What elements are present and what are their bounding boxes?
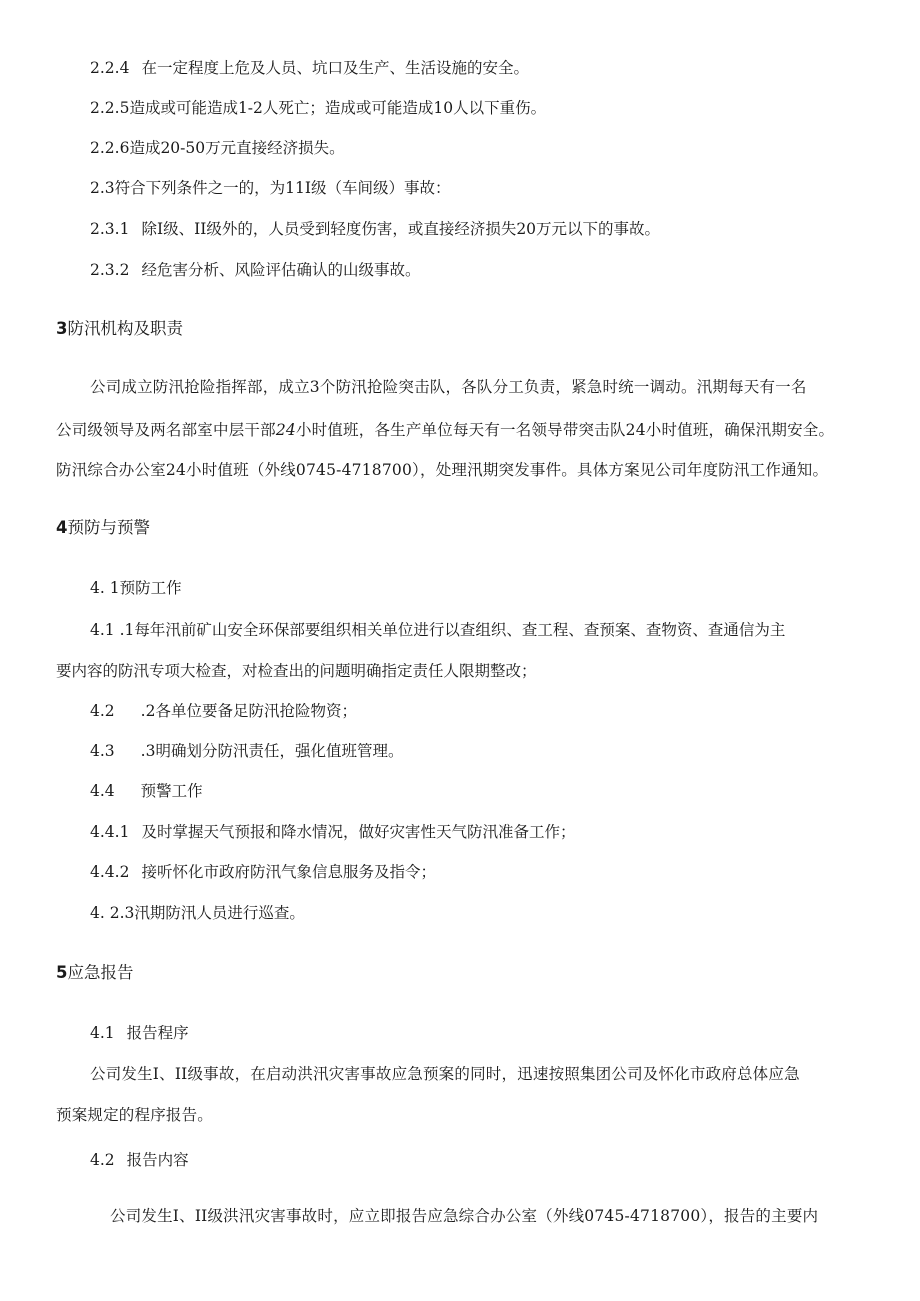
section-heading-3 bbox=[56, 318, 183, 340]
text-run: 小时值班，各生产单位每天有一名领导带突击队24小时值班，确保汛期安全。 bbox=[295, 421, 835, 439]
clause-report-procedure bbox=[90, 1023, 189, 1043]
clause-number: 2.3.2 bbox=[90, 261, 130, 279]
clause-4-2 bbox=[90, 701, 357, 721]
clause-text: 预警工作 bbox=[140, 782, 203, 800]
clause-text: 报告内容 bbox=[126, 1151, 189, 1169]
paragraph-line: 防汛综合办公室24小时值班（外线0745-4718700），处理汛期突发事件。具体方案见公司年度防汛工作通知。 bbox=[56, 461, 829, 479]
paragraph-line: 公司发生I、II级洪汛灾害事故时，应立即报告应急综合办公室（外线0745-4718700），报告的主要内 bbox=[110, 1207, 819, 1225]
clause-text: 除I级、II级外的，人员受到轻度伤害，或直接经济损失20万元以下的事故。 bbox=[141, 220, 661, 238]
heading-title: 防汛机构及职责 bbox=[67, 319, 183, 338]
text-run: 公司级领导及两名部室中层干部 bbox=[56, 421, 276, 439]
section-heading-5 bbox=[56, 962, 133, 984]
clause-number: 2.2.4 bbox=[90, 59, 130, 77]
clause-text: 及时掌握天气预报和降水情况，做好灾害性天气防汛准备工作； bbox=[141, 823, 576, 841]
clause-text: 在一定程度上危及人员、坑口及生产、生活设施的安全。 bbox=[141, 59, 529, 77]
clause-text: 经危害分析、风险评估确认的山级事故。 bbox=[141, 261, 421, 279]
clause-4-1: 4. 1预防工作 bbox=[90, 579, 182, 597]
clause-number: 4.4 bbox=[90, 782, 115, 800]
clause-2-3: 2.3符合下列条件之一的，为11I级（车间级）事故： bbox=[90, 179, 451, 197]
paragraph-line: 公司发生I、II级事故，在启动洪汛灾害事故应急预案的同时，迅速按照集团公司及怀化市政府总体应急 bbox=[90, 1065, 800, 1083]
clause-number: 4.4.1 bbox=[90, 823, 130, 841]
italic-number: 24 bbox=[275, 421, 296, 439]
section-heading-4 bbox=[56, 517, 150, 539]
heading-title: 预防与预警 bbox=[67, 518, 150, 537]
clause-4-2-3: 4. 2.3汛期防汛人员进行巡查。 bbox=[90, 904, 305, 922]
clause-2-2-6: 2.2.6造成20-50万元直接经济损失。 bbox=[90, 139, 345, 157]
clause-text: .3明确划分防汛责任，强化值班管理。 bbox=[140, 742, 404, 760]
clause-4-3 bbox=[90, 741, 403, 761]
paragraph-line: 公司成立防汛抢险指挥部，成立3个防汛抢险突击队，各队分工负责，紧急时统一调动。汛期每天有一名 bbox=[90, 378, 807, 396]
heading-number: 4 bbox=[56, 518, 68, 537]
clause-4-1-1: 4.1 .1每年汛前矿山安全环保部要组织相关单位进行以查组织、查工程、查预案、查物资、查通信为主 bbox=[90, 621, 786, 639]
heading-number: 5 bbox=[56, 963, 68, 982]
clause-number: 4.2 bbox=[90, 702, 115, 720]
clause-number: 4.4.2 bbox=[90, 863, 130, 881]
paragraph-line bbox=[56, 420, 834, 440]
clause-text: .2各单位要备足防汛抢险物资； bbox=[140, 702, 357, 720]
clause-4-4-2 bbox=[90, 862, 436, 882]
clause-number: 2.3.1 bbox=[90, 220, 130, 238]
clause-4-4-1 bbox=[90, 822, 575, 842]
paragraph-line: 预案规定的程序报告。 bbox=[56, 1106, 214, 1124]
heading-title: 应急报告 bbox=[67, 963, 134, 982]
clause-number: 4.2 bbox=[90, 1151, 115, 1169]
clause-2-2-4 bbox=[90, 58, 529, 78]
clause-number: 4.3 bbox=[90, 742, 115, 760]
clause-4-1-1-cont: 要内容的防汛专项大检查，对检查出的问题明确指定责任人限期整改； bbox=[56, 662, 537, 680]
clause-2-3-1 bbox=[90, 219, 660, 239]
clause-report-content bbox=[90, 1150, 189, 1170]
clause-2-2-5: 2.2.5造成或可能造成1-2人死亡；造成或可能造成10人以下重伤。 bbox=[90, 99, 547, 117]
clause-text: 报告程序 bbox=[126, 1024, 189, 1042]
clause-2-3-2 bbox=[90, 260, 420, 280]
heading-number: 3 bbox=[56, 319, 68, 338]
clause-text: 接听怀化市政府防汛气象信息服务及指令； bbox=[141, 863, 436, 881]
clause-4-4 bbox=[90, 781, 203, 801]
clause-number: 4.1 bbox=[90, 1024, 115, 1042]
